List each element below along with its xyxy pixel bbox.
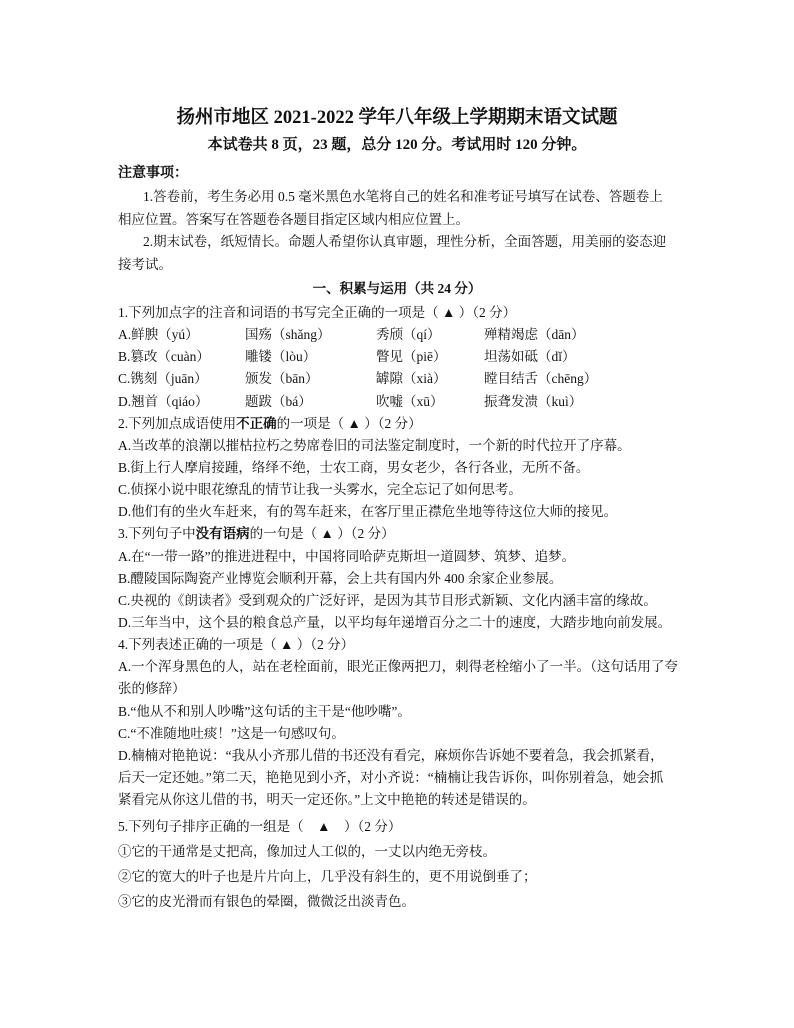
question-1-option-c	[118, 368, 698, 390]
notice-heading: 注意事项：	[118, 166, 188, 181]
question-2	[118, 413, 698, 524]
question-4-option-d	[118, 745, 698, 811]
option-term: C.镌刻（juān）	[118, 371, 208, 387]
sentence-2: ②它的宽大的叶子也是片片向上，几乎没有斜生的，更不用说倒垂了；	[118, 868, 537, 884]
option-term: 题跋（bá）	[245, 393, 312, 409]
option-term: 罅隙（xià）	[376, 371, 447, 387]
question-1-stem: 1.下列加点字的注音和词语的书写完全正确的一项是（ ▲ ）（2 分）	[118, 305, 517, 320]
question-4-option-a	[118, 656, 698, 700]
option-term: 颁发（bān）	[245, 371, 319, 387]
question-2-option-d: D.他们有的坐火车赶来，有的驾车赶来，在客厅里正襟危坐地等待这位大师的接见。	[118, 504, 618, 520]
option-term: B.篡改（cuàn）	[118, 349, 210, 365]
stem-emphasis: 不正确	[236, 415, 277, 431]
option-term: A.鲜腴（yú）	[118, 327, 199, 343]
question-2-option-b: B.街上行人摩肩接踵，络绎不绝，士农工商，男女老少，各行各业，无所不备。	[118, 459, 590, 475]
option-d-line-2: 后天一定还她。”第二天，艳艳见到小齐，对小齐说：“楠楠让我告诉你，叫你别着急，她会抓	[118, 769, 664, 785]
stem-text: 2.下列加点成语使用	[118, 415, 237, 431]
option-term: 雕镂（lòu）	[245, 349, 317, 365]
option-term: 秀颀（qí）	[376, 327, 441, 343]
question-2-option-c: C.侦探小说中眼花缭乱的情节让我一头雾水，完全忘记了如何思考。	[118, 482, 522, 498]
option-d-line-1: D.楠楠对艳艳说：“我从小齐那儿借的书还没有看完，麻烦你告诉她不要着急，我会抓紧看，	[118, 747, 664, 763]
page-title: 扬州市地区 2021-2022 学年八年级上学期期末语文试题	[176, 108, 618, 128]
exam-info: 本试卷共 8 页，23 题，总分 120 分。考试用时 120 分钟。	[207, 137, 587, 153]
option-term: 瞥见（piē）	[376, 349, 447, 365]
question-3-option-a: A.在“一带一路”的推进进程中，中国将同哈萨克斯坦一道圆梦、筑梦、追梦。	[118, 548, 576, 564]
question-1-option-d	[118, 391, 698, 413]
question-2-option-a: A.当改革的浪潮以摧枯拉朽之势席卷旧的司法鉴定制度时，一个新的时代拉开了序幕。	[118, 437, 631, 453]
stem-text: 的一句是（ ▲ ）（2 分）	[249, 526, 395, 542]
option-term: 坦荡如砥（dǐ）	[484, 349, 576, 365]
question-5	[118, 814, 698, 914]
question-3	[118, 523, 698, 634]
question-1-option-a	[118, 324, 698, 346]
stem-emphasis: 没有语病	[195, 526, 250, 542]
option-term: 国殇（shǎng）	[245, 327, 331, 343]
option-d-line-3: 紧看完从你这儿借的书，明天一定还你。”上文中艳艳的转述是错误的。	[118, 792, 536, 808]
question-1	[118, 302, 698, 413]
notice-item-1-line-1: 1.答卷前，考生务必用 0.5 毫米黑色水笔将自己的姓名和准考证号填写在试卷、答题卷上	[143, 189, 663, 204]
question-3-stem	[118, 523, 698, 545]
option-a-line-1: A.一个浑身黑色的人，站在老栓面前，眼光正像两把刀，刺得老栓缩小了一半。（这句话用了夸	[118, 659, 678, 675]
option-term: 瞠目结舌（chēng）	[484, 371, 598, 387]
notice-item-1-line-2: 相应位置。答案写在答题卷各题目指定区域内相应位置上。	[118, 211, 469, 227]
question-4-stem: 4.下列表述正确的一项是（ ▲ ）（2 分）	[118, 637, 355, 653]
question-4-option-c: C.“不准随地吐痰！”这是一句感叹句。	[118, 725, 345, 741]
stem-text: 的一项是（ ▲ ）（2 分）	[276, 415, 422, 431]
question-5-stem: 5.下列句子排序正确的一组是（ ▲ ）（2 分）	[118, 818, 402, 834]
stem-text: 3.下列句子中	[118, 526, 196, 542]
section-title: 一、积累与运用（共 24 分）	[312, 281, 482, 296]
option-a-line-2: 张的修辞）	[118, 681, 186, 697]
option-term: D.翘首（qiáo）	[118, 393, 209, 409]
question-3-option-d: D.三年当中，这个县的粮食总产量，以平均每年递增百分之二十的速度，大踏步地向前发展。	[118, 614, 672, 630]
option-term: 殚精竭虑（dān）	[484, 327, 585, 343]
question-3-option-b: B.醴陵国际陶瓷产业博览会顺利开幕，会上共有国内外 400 余家企业参展。	[118, 570, 563, 586]
sentence-3: ③它的皮光滑而有银色的晕圈，微微泛出淡青色。	[118, 893, 415, 909]
question-3-option-c: C.央视的《朗读者》受到观众的广泛好评，是因为其节目形式新颖、文化内涵丰富的缘故。	[118, 592, 657, 608]
question-4	[118, 634, 698, 811]
notice-item-2-line-1: 2.期末试卷，纸短情长。命题人希望你认真审题，理性分析，全面答题，用美丽的姿态迎	[143, 234, 667, 250]
notice-section	[118, 161, 698, 277]
question-1-option-b	[118, 346, 698, 368]
sentence-1: ①它的干通常是丈把高，像加过人工似的，一丈以内绝无旁枝。	[118, 843, 496, 859]
option-term: 吹嘘（xū）	[376, 393, 444, 409]
question-4-option-b: B.“他从不和别人吵嘴”这句话的主干是“他吵嘴”。	[118, 703, 411, 719]
notice-item-2-line-2: 接考试。	[118, 257, 172, 273]
option-term: 振聋发溃（kuì）	[484, 393, 583, 409]
question-2-stem	[118, 413, 698, 435]
questions-1-to-4	[118, 302, 698, 811]
